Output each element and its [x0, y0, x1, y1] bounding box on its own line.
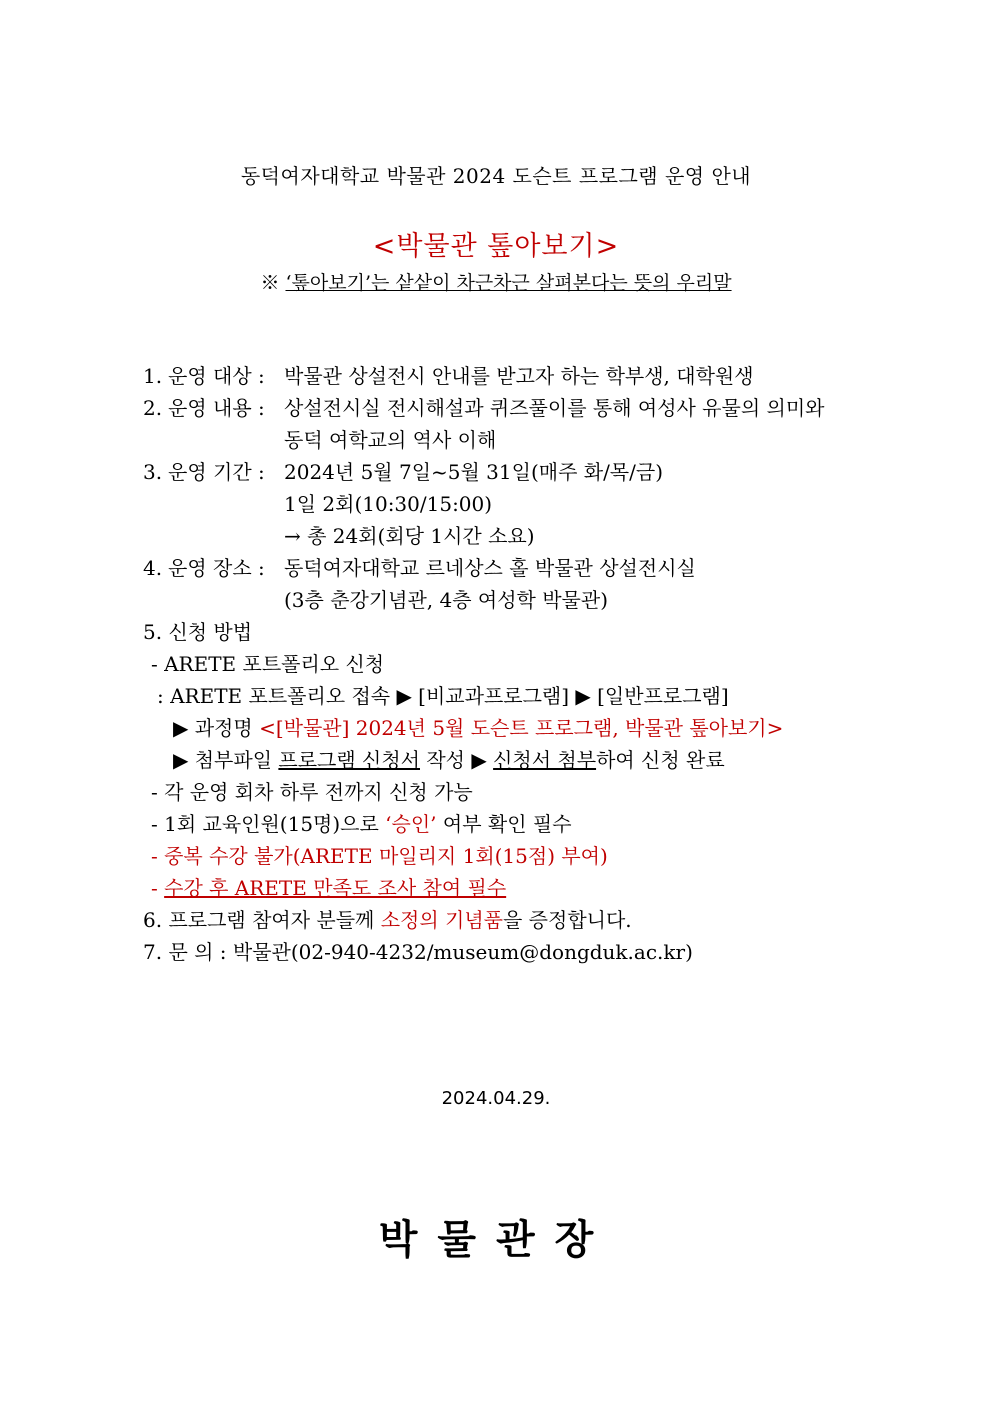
attach-form: 신청서 첨부 — [493, 748, 597, 772]
apply-course-line — [143, 712, 903, 744]
item-value: → 총 24회(회당 1시간 소요) — [284, 524, 535, 548]
course-name: <[박물관] 2024년 5월 도슨트 프로그램, 박물관 톺아보기> — [259, 716, 784, 740]
course-prefix: ▶ 과정명 — [173, 716, 260, 740]
item-number: 1. — [143, 364, 163, 388]
item-period-cont — [143, 488, 903, 520]
item-period — [143, 456, 903, 488]
document-title: <박물관 톺아보기> — [372, 231, 620, 262]
apply-approval-line — [143, 808, 903, 840]
apply-duplicate-note: - 중복 수강 불가(ARETE 마일리지 1회(15점) 부여) — [151, 844, 608, 868]
item-place — [143, 552, 903, 584]
document-subtitle: 동덕여자대학교 박물관 2024 도슨트 프로그램 운영 안내 — [240, 164, 752, 188]
signature: 박물관장 — [378, 1216, 614, 1263]
item-value: (3층 춘강기념관, 4층 여성학 박물관) — [284, 588, 609, 612]
item-label: 운영 대상 : — [168, 364, 265, 388]
apply-line: : ARETE 포트폴리오 접속 ▶ [비교과프로그램] ▶ [일반프로그램] — [157, 684, 729, 708]
gift-text: 6. 프로그램 참여자 분들께 — [143, 908, 381, 932]
item-value: 박물관 상설전시 안내를 받고자 하는 학부생, 대학원생 — [284, 364, 754, 388]
item-number: 4. — [143, 556, 163, 580]
apply-survey-line — [143, 872, 903, 904]
item-number: 3. — [143, 460, 163, 484]
apply-line: - 각 운영 회차 하루 전까지 신청 가능 — [151, 780, 473, 804]
survey-dash: - — [151, 876, 165, 900]
attachment-text: 작성 ▶ — [420, 748, 494, 772]
item-content — [143, 392, 903, 424]
attachment-text: ▶ 첨부파일 — [173, 748, 279, 772]
approval-text: 여부 확인 필수 — [436, 812, 572, 836]
title-note — [0, 268, 992, 295]
attachment-text: 하여 신청 완료 — [596, 748, 725, 772]
item-gift — [143, 904, 903, 936]
document-date: 2024.04.29. — [441, 1088, 551, 1109]
approval-text: - 1회 교육인원(15명)으로 — [151, 812, 386, 836]
item-place-cont — [143, 584, 903, 616]
item-period-cont — [143, 520, 903, 552]
item-value: 동덕여자대학교 르네상스 홀 박물관 상설전시실 — [284, 556, 696, 580]
item-label: 운영 기간 : — [168, 460, 265, 484]
item-contact: 7. 문 의 : 박물관(02-940-4232/museum@dongduk.ac.kr) — [143, 940, 693, 964]
item-label: 운영 내용 : — [168, 396, 265, 420]
item-value: 상설전시실 전시해설과 퀴즈풀이를 통해 여성사 유물의 의미와 — [284, 396, 825, 420]
item-value: 2024년 5월 7일~5월 31일(매주 화/목/금) — [284, 460, 663, 484]
item-target — [143, 360, 903, 392]
form-name: 프로그램 신청서 — [278, 748, 420, 772]
program-details — [143, 360, 903, 968]
item-number: 2. — [143, 396, 163, 420]
note-mark: ※ — [260, 272, 286, 294]
note-text: ‘톺아보기’는 샅샅이 차근차근 살펴본다는 뜻의 우리말 — [285, 272, 732, 294]
apply-line: - ARETE 포트폴리오 신청 — [151, 652, 385, 676]
item-value: 1일 2회(10:30/15:00) — [284, 492, 493, 516]
gift-highlight: 소정의 기념품 — [380, 908, 503, 932]
item-apply-heading: 5. 신청 방법 — [143, 620, 253, 644]
gift-text: 을 증정합니다. — [503, 908, 632, 932]
survey-requirement: 수강 후 ARETE 만족도 조사 참여 필수 — [164, 876, 507, 900]
item-value: 동덕 여학교의 역사 이해 — [284, 428, 497, 452]
apply-attachment-line — [143, 744, 903, 776]
item-content-cont — [143, 424, 903, 456]
approval-keyword: ‘승인’ — [385, 812, 437, 836]
item-label: 운영 장소 : — [168, 556, 265, 580]
